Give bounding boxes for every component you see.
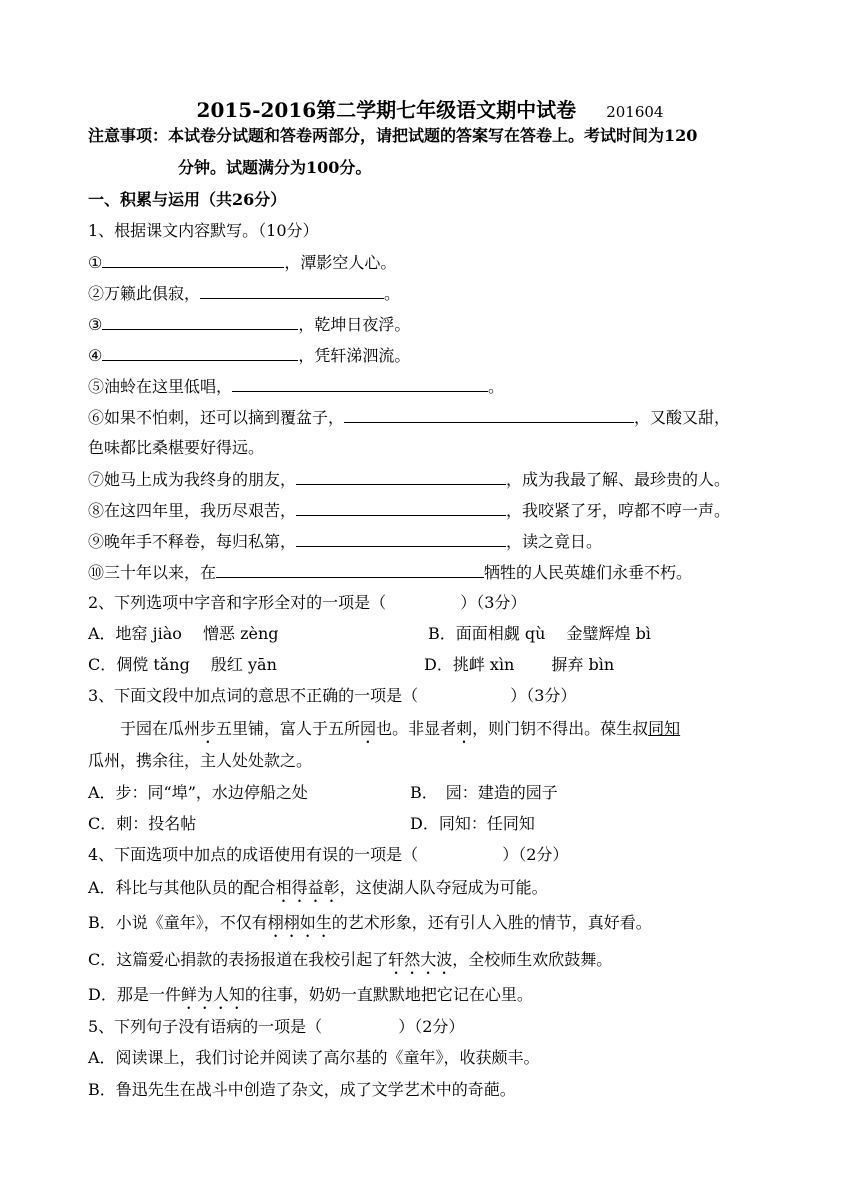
dotted-idiom: 相得益彰 bbox=[275, 878, 340, 897]
q5-stem-end: ）（2分） bbox=[398, 1017, 465, 1036]
q2-option-c: C．倜傥 tǎng 殷红 yān bbox=[88, 655, 277, 674]
q5-stem-text: 5、下列句子没有语病的一项是（ bbox=[88, 1017, 323, 1036]
exam-title bbox=[0, 94, 860, 123]
q1-item-8-pre: ⑧在这四年里，我历尽艰苦， bbox=[88, 501, 297, 520]
passage-text: 也。非显者 bbox=[376, 719, 457, 738]
q1-item-6 bbox=[88, 407, 730, 428]
q1-item-7-pre: ⑦她马上成为我终身的朋友， bbox=[88, 470, 297, 489]
q3-passage-line-1 bbox=[120, 719, 680, 747]
q1-item-2-pre: ②万籁此俱寂， bbox=[88, 284, 201, 303]
q1-item-1-pre: ① bbox=[88, 253, 103, 272]
q3-stem-text: 3、下面文段中加点词的意思不正确的一项是（ bbox=[88, 686, 419, 705]
q5-option-b: B．鲁迅先生在战斗中创造了杂文，成了文学艺术中的奇葩。 bbox=[88, 1080, 516, 1099]
q4-option-c bbox=[88, 950, 612, 978]
q1-item-6-cont: 色味都比桑椹要好得远。 bbox=[88, 438, 265, 457]
answer-blank[interactable] bbox=[296, 469, 506, 485]
option-text: B．小说《童年》，不仅有 bbox=[88, 913, 268, 932]
q1-item-3-pre: ③ bbox=[88, 315, 103, 334]
answer-blank[interactable] bbox=[102, 314, 298, 330]
option-text: C．这篇爱心捐款的表扬报道在我校引起了 bbox=[88, 950, 389, 969]
q1-item-8-post: ，我咬紧了牙，哼都不哼一声。 bbox=[506, 501, 731, 520]
option-text: ，这使湖人队夺冠成为可能。 bbox=[339, 878, 548, 897]
q5-option-a: A．阅读课上，我们讨论并阅读了高尔基的《童年》，收获颇丰。 bbox=[88, 1048, 540, 1067]
q1-item-3-post: ，乾坤日夜浮。 bbox=[298, 315, 411, 334]
answer-blank[interactable] bbox=[102, 252, 284, 268]
passage-text: 于园在瓜州 bbox=[120, 719, 201, 738]
q1-item-1 bbox=[88, 252, 396, 273]
notice-line-1: 注意事项：本试卷分试题和答卷两部分，请把试题的答案写在答卷上。考试时间为120 bbox=[88, 126, 698, 145]
q4-stem-end: ）（2分） bbox=[502, 845, 569, 864]
passage-text: 五里铺，富人于五所 bbox=[216, 719, 361, 738]
q1-item-2 bbox=[88, 283, 400, 304]
q1-item-9 bbox=[88, 531, 602, 552]
q1-item-2-post: 。 bbox=[384, 284, 401, 303]
answer-blank[interactable] bbox=[344, 407, 634, 423]
answer-blank[interactable] bbox=[296, 531, 506, 547]
dotted-idiom: 轩然大波 bbox=[388, 950, 453, 969]
q1-item-5 bbox=[88, 376, 504, 397]
q1-item-9-pre: ⑨晚年手不释卷，每归私第， bbox=[88, 532, 297, 551]
q1-item-10-post: 牺牲的人民英雄们永垂不朽。 bbox=[484, 563, 693, 582]
dotted-word: 刺 bbox=[456, 719, 473, 738]
q3-option-d: D．同知：任同知 bbox=[410, 814, 535, 833]
q3-option-a: A．步：同“埠”，水边停船之处 bbox=[88, 783, 308, 802]
q3-passage-line-2: 瓜州，携余往，主人处处款之。 bbox=[88, 751, 313, 770]
q1-item-8 bbox=[88, 500, 730, 521]
q1-item-4 bbox=[88, 345, 410, 366]
q1-item-7 bbox=[88, 469, 730, 490]
q3-option-b: B． 园：建造的园子 bbox=[410, 783, 558, 802]
q4-option-a bbox=[88, 878, 548, 906]
dotted-word: 步 bbox=[200, 719, 217, 738]
q4-stem bbox=[88, 845, 568, 865]
q1-item-3 bbox=[88, 314, 410, 335]
q4-stem-text: 4、下面选项中加点的成语使用有误的一项是（ bbox=[88, 845, 419, 864]
option-text: A．科比与其他队员的配合 bbox=[88, 878, 276, 897]
q2-stem-end: ）（3分） bbox=[460, 593, 527, 612]
q3-stem-end: ）（3分） bbox=[510, 686, 577, 705]
q5-stem bbox=[88, 1017, 464, 1037]
q2-option-a: A．地窑 jiào 憎恶 zèng bbox=[88, 624, 279, 643]
underlined-word: 同知 bbox=[648, 719, 681, 738]
option-text: 的艺术形象，还有引人入胜的情节，真好看。 bbox=[331, 913, 652, 932]
q1-item-1-post: ，潭影空人心。 bbox=[284, 253, 397, 272]
answer-blank[interactable] bbox=[296, 500, 506, 516]
q1-item-4-post: ，凭轩涕泗流。 bbox=[298, 346, 411, 365]
option-text: D．那是一件 bbox=[88, 985, 181, 1004]
answer-blank[interactable] bbox=[102, 345, 298, 361]
q1-item-10 bbox=[88, 562, 692, 583]
q1-item-9-post: ，读之竟日。 bbox=[506, 532, 603, 551]
section-1-heading: 一、积累与运用（共26分） bbox=[88, 190, 287, 209]
q2-option-b: B．面面相觑 qù 金璧辉煌 bì bbox=[428, 624, 651, 643]
q1-item-10-pre: ⑩三十年以来，在 bbox=[88, 563, 217, 582]
title-text: 2015-2016第二学期七年级语文期中试卷 bbox=[196, 98, 577, 122]
answer-blank[interactable] bbox=[216, 562, 484, 578]
answer-blank[interactable] bbox=[200, 283, 384, 299]
q3-option-c: C．刺：投名帖 bbox=[88, 814, 197, 833]
q4-option-d bbox=[88, 985, 533, 1013]
dotted-word: 园 bbox=[360, 719, 377, 738]
q1-stem: 1、根据课文内容默写。（10分） bbox=[88, 221, 319, 240]
q2-stem-text: 2、下列选项中字音和字形全对的一项是（ bbox=[88, 593, 387, 612]
q1-item-7-post: ，成为我最了解、最珍贵的人。 bbox=[506, 470, 731, 489]
notice-line-2: 分钟。试题满分为100分。 bbox=[178, 158, 372, 177]
dotted-idiom: 鲜为人知 bbox=[180, 985, 245, 1004]
q1-item-6-post: ，又酸又甜， bbox=[634, 408, 731, 427]
q1-item-5-pre: ⑤油蛉在这里低唱， bbox=[88, 377, 233, 396]
option-text: ，全校师生欢欣鼓舞。 bbox=[452, 950, 613, 969]
answer-blank[interactable] bbox=[232, 376, 488, 392]
q2-stem bbox=[88, 593, 526, 613]
passage-text: ，则门钥不得出。葆生叔 bbox=[472, 719, 649, 738]
q3-stem bbox=[88, 686, 576, 706]
dotted-idiom: 栩栩如生 bbox=[267, 913, 332, 932]
q1-item-5-post: 。 bbox=[488, 377, 505, 396]
q1-item-6-pre: ⑥如果不怕刺，还可以摘到覆盆子， bbox=[88, 408, 345, 427]
q1-item-4-pre: ④ bbox=[88, 346, 103, 365]
title-code: 201604 bbox=[606, 103, 664, 121]
q2-option-d: D．挑衅 xìn 摒弃 bìn bbox=[424, 655, 615, 674]
option-text: 的往事，奶奶一直默默地把它记在心里。 bbox=[244, 985, 533, 1004]
q4-option-b bbox=[88, 913, 652, 941]
